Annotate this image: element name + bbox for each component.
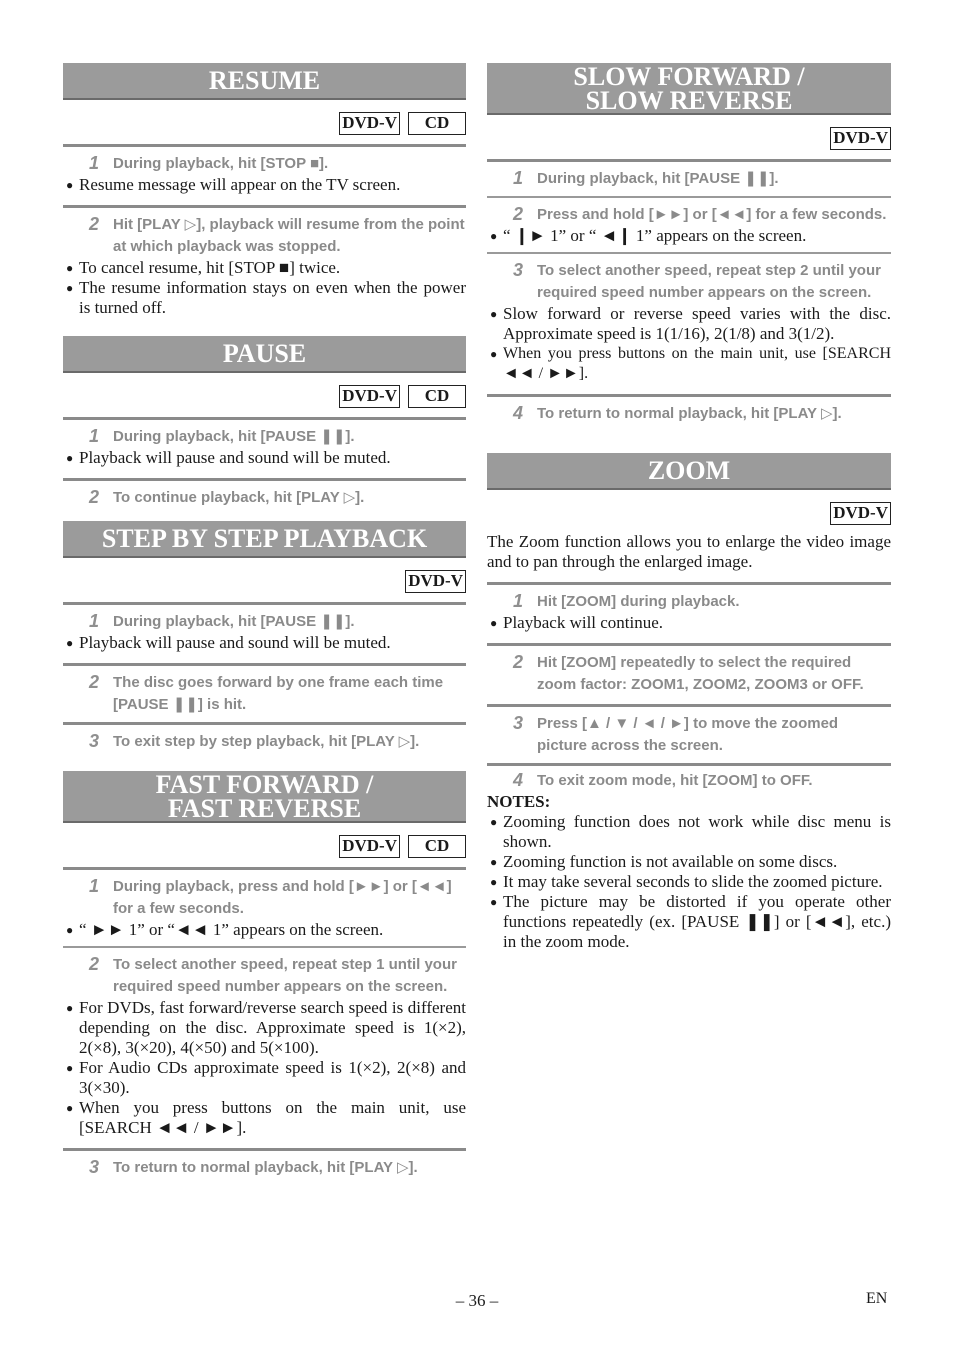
fast-forward-badges (63, 835, 466, 859)
zoom-step-3 (487, 713, 891, 757)
bullet (63, 175, 466, 195)
step-number: 3 (88, 731, 99, 751)
slow-step-3 (487, 260, 891, 304)
step-number: 2 (88, 672, 99, 692)
pause-badges (63, 385, 466, 409)
cd-badge: CD (408, 385, 466, 408)
step-text: During playback, hit [STOP ■]. (113, 155, 329, 172)
bullet (63, 278, 466, 318)
language-code: EN (866, 1290, 888, 1307)
bullet-text: “ ►► 1” or “◄◄ 1” appears on the screen. (79, 920, 384, 939)
dvd-v-badge: DVD-V (339, 385, 400, 408)
divider (63, 144, 466, 147)
step-text: During playback, press and hold [►►] or [◄◄] for a few seconds. (113, 878, 452, 917)
step-by-step-heading: STEP BY STEP PLAYBACK (63, 521, 466, 558)
bullet-text: Playback will continue. (503, 613, 664, 632)
resume-badges (63, 112, 466, 136)
bullet (63, 258, 466, 278)
bullet (487, 226, 891, 246)
step-text: Hit [ZOOM] repeatedly to select the required zoom factor: ZOOM1, ZOOM2, ZOOM3 or OFF. (537, 654, 864, 693)
bullet (63, 998, 466, 1058)
note-text: The picture may be distorted if you operate other functions repeatedly (ex. [PAUSE ❚❚] or [◄◄], etc.) in the zoom mode. (503, 892, 891, 951)
bullet-text: Playback will pause and sound will be muted. (79, 633, 391, 652)
step-number: 4 (512, 770, 523, 790)
dvd-v-badge: DVD-V (339, 112, 400, 135)
note-item (487, 892, 891, 952)
bullet-text: Slow forward or reverse speed varies with the disc. Approximate speed is 1(1/16), 2(1/8) and 3(1/2). (503, 304, 891, 343)
heading-line: SLOW REVERSE (585, 86, 793, 115)
step-number: 4 (512, 403, 523, 423)
step-text: The disc goes forward by one frame each time [PAUSE ❚❚] is hit. (113, 674, 444, 713)
zoom-badges (487, 502, 891, 526)
step-number: 2 (512, 204, 523, 224)
bullet-text: When you press buttons on the main unit, use [SEARCH ◄◄ / ►►]. (79, 1098, 466, 1137)
bullet-text: For DVDs, fast forward/reverse search speed is different depending on the disc. Approximate speed is 1(×2), 2(×8), 3(×20), 4(×50) and 5(×100). (79, 998, 466, 1057)
fast-step-2 (63, 954, 466, 998)
bullet (487, 344, 891, 384)
bullet-icon: ● (490, 815, 498, 829)
bullet-icon: ● (66, 1101, 74, 1115)
divider (63, 478, 466, 481)
bullet-icon: ● (490, 616, 498, 630)
step-text: Hit [PLAY ▷], playback will resume from the point at which playback was stopped. (113, 216, 465, 255)
dvd-v-badge: DVD-V (339, 835, 400, 858)
divider (63, 722, 466, 725)
step-number: 3 (88, 1157, 99, 1177)
bullet-text: “ ❙► 1” or “ ◄❙ 1” appears on the screen. (503, 226, 807, 245)
dvd-v-badge: DVD-V (405, 570, 466, 593)
step-by-step-step-3 (63, 731, 466, 753)
bullet-icon: ● (490, 307, 498, 321)
step-text: To select another speed, repeat step 1 until your required speed number appears on the screen. (113, 956, 457, 995)
divider (487, 763, 891, 766)
step-number: 1 (88, 426, 99, 446)
bullet (63, 1058, 466, 1098)
step-number: 1 (512, 168, 523, 188)
step-text: Hit [ZOOM] during playback. (537, 593, 740, 610)
step-text: To select another speed, repeat step 2 until your required speed number appears on the screen. (537, 262, 881, 301)
bullet-text: For Audio CDs approximate speed is 1(×2), 2(×8) and 3(×30). (79, 1058, 466, 1097)
resume-step-1 (63, 153, 466, 175)
step-number: 1 (88, 611, 99, 631)
bullet-icon: ● (66, 1001, 74, 1015)
slow-step-4 (487, 403, 891, 425)
divider (487, 252, 891, 254)
note-item (487, 872, 891, 892)
divider (487, 159, 891, 162)
fast-step-3 (63, 1157, 466, 1179)
divider (63, 867, 466, 870)
bullet (487, 613, 891, 633)
pause-step-1 (63, 426, 466, 448)
slow-forward-heading (487, 63, 891, 115)
heading-line: SLOW FORWARD / (573, 62, 805, 91)
resume-heading: RESUME (63, 63, 466, 100)
divider (63, 663, 466, 666)
bullet-icon: ● (66, 281, 74, 295)
divider (63, 417, 466, 420)
note-item (487, 812, 891, 852)
bullet-text: When you press buttons on the main unit, use [SEARCH ◄◄ / ►►]. (503, 345, 891, 382)
step-text: During playback, hit [PAUSE ❚❚]. (113, 613, 355, 630)
pause-step-2 (63, 487, 466, 509)
heading-line: FAST REVERSE (167, 794, 362, 823)
bullet-icon: ● (490, 229, 498, 243)
cd-badge: CD (408, 112, 466, 135)
step-text: Press [▲ / ▼ / ◄ / ►] to move the zoomed picture across the screen. (537, 715, 839, 754)
step-number: 1 (88, 153, 99, 173)
notes-heading: NOTES: (487, 792, 551, 811)
step-number: 3 (512, 713, 523, 733)
dvd-v-badge: DVD-V (830, 502, 891, 525)
note-text: Zooming function does not work while disc menu is shown. (503, 812, 891, 851)
fast-step-1 (63, 876, 466, 920)
divider (487, 643, 891, 646)
step-text: To return to normal playback, hit [PLAY ▷]. (113, 1159, 418, 1176)
zoom-intro: The Zoom function allows you to enlarge the video image and to pan through the enlarged image. (487, 532, 891, 571)
divider (63, 205, 466, 208)
bullet-icon: ● (66, 923, 74, 937)
step-number: 3 (512, 260, 523, 280)
divider (63, 1148, 466, 1151)
step-number: 2 (88, 954, 99, 974)
bullet-icon: ● (490, 347, 498, 361)
bullet-icon: ● (490, 895, 498, 909)
bullet-icon: ● (66, 636, 74, 650)
left-column (63, 63, 466, 1179)
step-by-step-badges (63, 570, 466, 594)
zoom-heading: ZOOM (487, 453, 891, 490)
step-text: Press and hold [►►] or [◄◄] for a few seconds. (537, 206, 887, 223)
step-by-step-step-1 (63, 611, 466, 633)
divider (487, 582, 891, 585)
cd-badge: CD (408, 835, 466, 858)
step-text: To exit zoom mode, hit [ZOOM] to OFF. (537, 772, 813, 789)
step-text: To return to normal playback, hit [PLAY ▷]. (537, 405, 842, 422)
step-by-step-step-2 (63, 672, 466, 716)
page-number: – 36 – (455, 1291, 499, 1310)
zoom-step-2 (487, 652, 891, 696)
divider (487, 704, 891, 707)
slow-step-2 (487, 204, 891, 226)
bullet-icon: ● (66, 261, 74, 275)
pause-heading: PAUSE (63, 336, 466, 373)
step-number: 2 (88, 487, 99, 507)
bullet-icon: ● (66, 451, 74, 465)
step-number: 2 (512, 652, 523, 672)
bullet-text: To cancel resume, hit [STOP ■] twice. (79, 258, 341, 277)
divider (487, 196, 891, 198)
divider (487, 394, 891, 397)
bullet-icon: ● (66, 178, 74, 192)
bullet (487, 304, 891, 344)
step-number: 1 (88, 876, 99, 896)
bullet (63, 920, 466, 940)
bullet-text: The resume information stays on even when the power is turned off. (79, 278, 466, 317)
bullet-icon: ● (490, 855, 498, 869)
fast-forward-heading (63, 771, 466, 823)
step-text: During playback, hit [PAUSE ❚❚]. (113, 428, 355, 445)
divider (63, 946, 466, 948)
step-text: During playback, hit [PAUSE ❚❚]. (537, 170, 779, 187)
heading-line: FAST FORWARD / (155, 770, 374, 799)
dvd-v-badge: DVD-V (830, 127, 891, 150)
note-text: Zooming function is not available on some discs. (503, 852, 838, 871)
resume-step-2 (63, 214, 466, 258)
slow-badges (487, 127, 891, 151)
zoom-step-1 (487, 591, 891, 613)
right-column (487, 63, 891, 952)
step-text: To continue playback, hit [PLAY ▷]. (113, 489, 365, 506)
bullet-icon: ● (66, 1061, 74, 1075)
bullet-icon: ● (490, 875, 498, 889)
bullet (63, 633, 466, 653)
bullet (63, 448, 466, 468)
step-number: 1 (512, 591, 523, 611)
note-text: It may take several seconds to slide the zoomed picture. (503, 872, 883, 891)
divider (63, 602, 466, 605)
step-text: To exit step by step playback, hit [PLAY ▷]. (113, 733, 420, 750)
slow-step-1 (487, 168, 891, 190)
bullet-text: Playback will pause and sound will be muted. (79, 448, 391, 467)
zoom-step-4 (487, 770, 891, 792)
bullet-text: Resume message will appear on the TV screen. (79, 175, 401, 194)
bullet (63, 1098, 466, 1138)
step-number: 2 (88, 214, 99, 234)
note-item (487, 852, 891, 872)
